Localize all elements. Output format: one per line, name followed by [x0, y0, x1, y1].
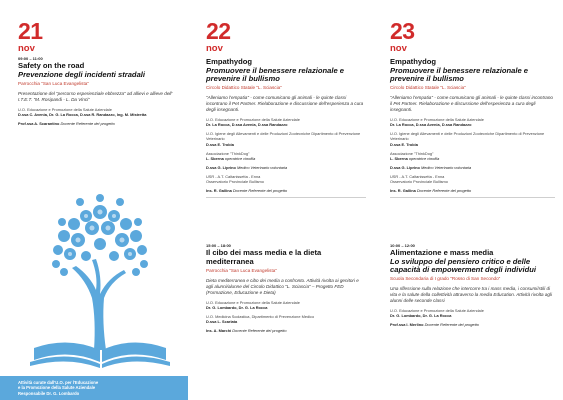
event-venue: Circolo Didattico Statale "L. Sciascia" [390, 85, 466, 90]
person-name: D.ssa G. Liprino [390, 164, 420, 170]
entity-names: Dr. G. Lombardo, Dr. G. La Rocca [390, 313, 452, 319]
project-referent [206, 188, 366, 193]
referent-role: Docente Referente del progetto [416, 187, 472, 193]
project-referent [18, 121, 178, 126]
referent-role: Docente Referente del progetto [232, 328, 287, 333]
entity-label: Associazione "ThinkDog" [206, 150, 250, 156]
entity-names: Dr. G. Lombardo, Dr. G. La Rocca [206, 304, 268, 310]
entity-label: Osservatorio Provinciale Bullismo [206, 178, 264, 184]
project-referent [390, 188, 555, 193]
event-title: Empathydog [390, 57, 436, 66]
entity-label: U.O. Igiene degli Allevamenti e delle Produzioni Zootecniche Dipartimento di Prevenzione Veterinario [390, 131, 545, 142]
entity-label: USR - A.T. Caltanissetta - Enna [390, 173, 445, 179]
event-title: Safety on the road [18, 61, 85, 70]
entity-names: Dr. La Rocca, D.ssa Avenia, D.ssa Randazzo [390, 122, 472, 128]
entity-label: Associazione "ThinkDog" [390, 150, 434, 156]
event-description: Presentazione del "percorso esperienziale ebbrezza" ad allievi e allieve dell' I.T.E.T. "M. Rosipandi - L. Da Vinci" [18, 90, 173, 102]
entity-label: U.O. Educazione e Promozione della Salute Aziendale [18, 106, 112, 112]
person-role: operatrice cinofila [408, 155, 440, 161]
project-referent [390, 322, 555, 327]
event-time: 15:00 – 18:00 [206, 243, 231, 248]
date-23-nov [390, 20, 415, 54]
event-subtitle: Lo sviluppo del pensiero critico e delle capacità di empowerment degli individui [390, 256, 536, 274]
event-time: 10:00 – 12:00 [390, 243, 415, 248]
entity-names: D.ssa C. Avenia, Dr. G. La Rocca, D.ssa R. Randazzo, Ing. M. Mistretta [18, 111, 147, 117]
entity-block [390, 174, 555, 184]
entity-names: D.ssa E. Trobia [390, 141, 418, 147]
person-role: Medico Veterinario volontaria [420, 164, 472, 170]
entity-block [206, 117, 366, 127]
event-description: Una riflessione sulla relazione che intercorre tra i mass media, i consumi/stili di vita e la salute della collettività attraverso la media Education. Attività rivolta agli alunni delle seconde classi [390, 286, 552, 304]
entity-block [206, 151, 366, 161]
entity-label: U.O. Igiene degli Allevamenti e delle Produzioni Zootecniche Dipartimento di Prevenzione Veterinario [206, 131, 361, 142]
event-cibo-mass-media [206, 243, 366, 333]
column-21-nov [0, 0, 188, 400]
entity-block [206, 131, 366, 146]
referent-name: Ins. A. Marchì [206, 328, 232, 333]
person-name: D.ssa G. Liprino [206, 164, 236, 170]
entity-block [206, 165, 366, 170]
footer-line-2: e la Promozione della Salute Aziendale [18, 385, 96, 391]
person-role: operatrice cinofila [224, 155, 256, 161]
entity-block [390, 308, 555, 318]
event-description: "Alleniamo l'empatia" - come comunicano gli animali - le quinte classi incontrano il Pet Partner. Rielaborazione e discussione dell'esperienza a cura degli insegnanti. [390, 95, 553, 113]
column-23-nov [376, 0, 563, 400]
event-alimentazione-mass-media [390, 243, 555, 327]
referent-name: Ins. R. Gallina [206, 187, 232, 193]
date-month: nov [206, 43, 223, 54]
entity-names [206, 165, 366, 170]
footer-line-3: Responsabile Dr. G. Lombardo [18, 390, 80, 396]
referent-name: Prof.ssa I. Merlino [390, 322, 424, 328]
entity-names: Dr. La Rocca, D.ssa Avenia, D.ssa Randazzo [206, 122, 288, 128]
entity-names [206, 156, 366, 161]
event-empathydog [390, 58, 555, 198]
entity-label: U.O. Medicina Scolastica, Dipartimento di Prevenzione Medico [206, 313, 315, 319]
entity-names: D.ssa L. Scarlata [206, 318, 238, 324]
section-divider [206, 197, 366, 198]
date-22-nov [206, 20, 231, 54]
entity-block [390, 131, 555, 146]
project-referent [206, 328, 366, 333]
entity-block [206, 314, 366, 324]
entity-label: U.O. Educazione e Promozione della Salute Aziendale [390, 308, 484, 314]
tree-book-illustration [16, 180, 186, 370]
event-empathydog [206, 58, 366, 198]
referent-role: Docente Referente del progetto [60, 120, 115, 126]
referent-role: Docente Referente del progetto [424, 322, 479, 328]
entity-label: U.O. Educazione e Promozione della Salute Aziendale [206, 299, 300, 305]
event-subtitle: Promuovere il benessere relazionale e prevenire il bullismo [390, 65, 529, 83]
entity-label: U.O. Educazione e Promozione della Salute Aziendale [206, 117, 300, 123]
column-22-nov [188, 0, 376, 400]
referent-role: Docente Referente del progetto [232, 187, 288, 193]
entity-block [390, 151, 555, 161]
entity-names [390, 165, 555, 170]
section-divider [390, 197, 555, 198]
event-title: Alimentazione e mass media [390, 248, 494, 257]
entity-block [390, 165, 555, 170]
entity-label: Osservatorio Provinciale Bullismo [390, 178, 448, 184]
referent-name: Ins. R. Gallina [390, 187, 416, 193]
event-time: 09:00 – 11:00 [18, 56, 43, 61]
entity-label: USR - A.T. Caltanissetta - Enna [206, 173, 261, 179]
entity-names: D.ssa E. Trobia [206, 141, 234, 147]
entity-block [206, 174, 366, 184]
referent-name: Prof.ssa A. Scarantino [18, 120, 60, 126]
person-name: L. Sberna [390, 155, 408, 161]
footer-credits [0, 376, 188, 400]
event-subtitle: Promuovere il benessere relazionale e prevenire il bullismo [206, 65, 345, 83]
entity-names [390, 156, 555, 161]
entity-label: U.O. Educazione e Promozione della Salute Aziendale [390, 117, 484, 123]
date-21-nov [18, 20, 43, 54]
date-day: 21 [18, 18, 43, 44]
date-month: nov [18, 43, 35, 54]
date-month: nov [390, 43, 407, 54]
person-role: Medico Veterinario volontaria [236, 164, 288, 170]
event-title: Empathydog [206, 57, 252, 66]
event-venue: Parrocchia "San Luca Evangelista" [206, 267, 277, 273]
event-description: "Alleniamo l'empatia" - come comunicano gli animali - le quinte classi incontrano il Pet Partner. Rielaborazione e discussione dell'esperienza a cura degli insegnanti. [206, 95, 364, 113]
entity-block [390, 117, 555, 127]
date-day: 23 [390, 18, 415, 44]
event-venue: Circolo Didattico Statale "L. Sciascia" [206, 85, 282, 90]
event-title: Il cibo dei mass media e la dieta mediterranea [206, 248, 322, 266]
entity-block [18, 107, 178, 117]
event-subtitle: Prevenzione degli incidenti stradali [18, 69, 146, 79]
entity-block [206, 300, 366, 310]
date-day: 22 [206, 18, 231, 44]
event-description: Dieta mediterranea e cibo dei media a confronto. Attività rivolta ai genitori e agli alunni/alunne del Circolo Didattico "L. Sciascia" – Progetto FED (Formazione, Educazione e Dieta) [206, 277, 359, 295]
event-venue: Scuola Secondaria di I grado "Rosso di San Secondo" [390, 276, 501, 281]
event-venue: Parrocchia "San Luca Evangelista" [18, 80, 89, 86]
footer-line-1: Attività curate dall'U.O. per l'Educazione [18, 380, 99, 385]
person-name: L. Sberna [206, 155, 224, 161]
event-safety-on-the-road [18, 56, 178, 126]
